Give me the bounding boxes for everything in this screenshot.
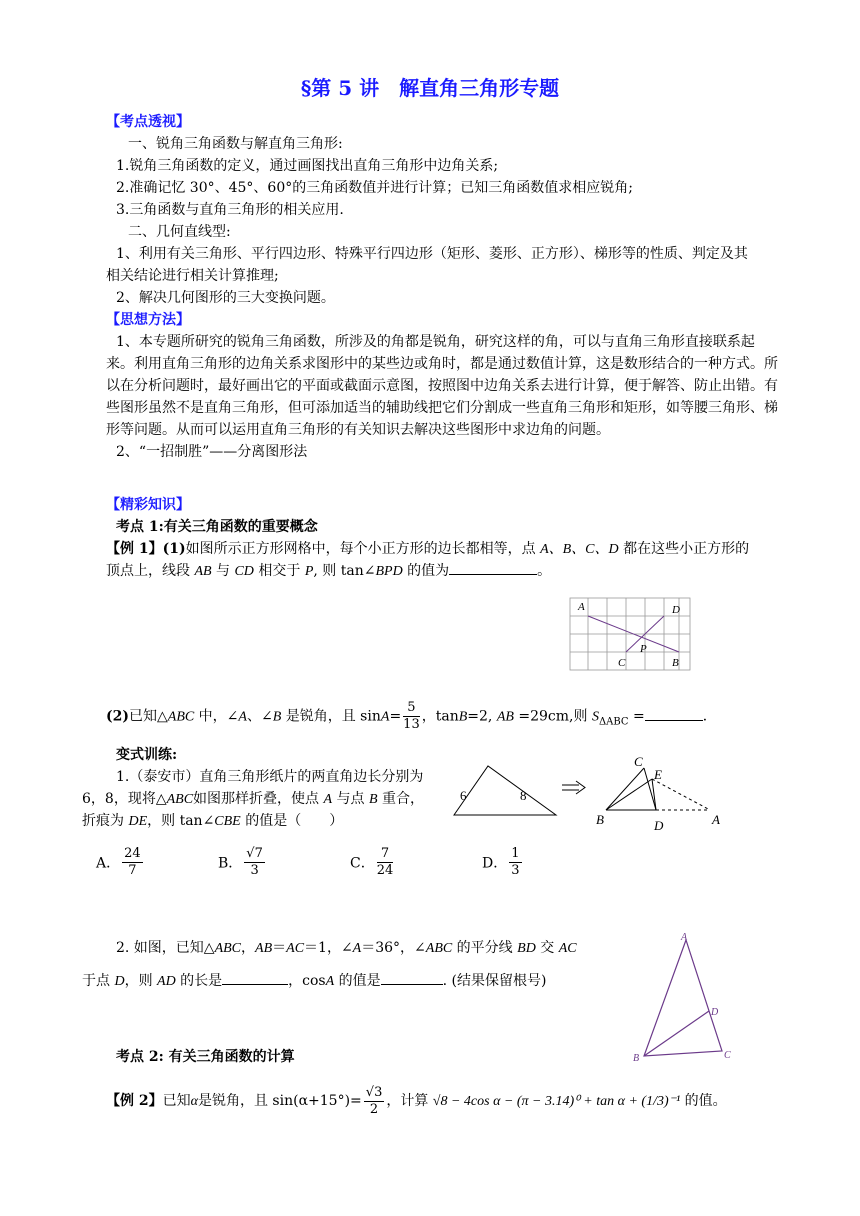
label-B: B	[596, 812, 604, 827]
isoceles-triangle-figure	[630, 930, 740, 1064]
kaodian-2-title: 考点 2: 有关三角函数的计算	[116, 1049, 295, 1065]
arrow-icon	[561, 780, 587, 796]
label-C: C	[618, 657, 626, 669]
text-line: 3.三角函数与直角三角形的相关应用.	[116, 202, 344, 218]
answer-blank	[449, 560, 537, 575]
label-B: B	[633, 1053, 640, 1064]
label-8: 8	[520, 788, 527, 803]
answer-blank	[645, 706, 703, 721]
question-2-line1: 2. 如图，已知△ABC，AB＝AC＝1，∠A＝36°，∠ABC 的平分线 BD 交 AC	[116, 940, 577, 956]
example-2: 【例 2】已知α是锐角，且 sin(α+15°)= $\frac{√3}{2}$ ，计算 √8 − 4cos α − (π − 3.14)⁰ + tan α + (1/3)⁻¹ 的值。	[106, 1084, 727, 1117]
text-line: 些图形虽然不是直角三角形，但可添加适当的辅助线把它们分割成一些直角三角形和矩形，如等腰三角形、梯	[106, 400, 778, 416]
question-1-line3: 折痕为 DE，则 tan∠CBE 的值是（ ）	[82, 813, 344, 829]
text-line: 2、解决几何图形的三大变换问题。	[116, 290, 335, 306]
label-E: E	[654, 767, 662, 782]
section-header-kaodian: 【考点透视】	[106, 114, 190, 130]
label-A: A	[681, 932, 688, 943]
question-1-line2: 6，8，现将△ABC如图那样折叠，使点 A 与点 B 重合，	[82, 791, 424, 807]
text-line: 以在分析问题时，最好画出它的平面或截面示意图，按照图中边角关系去进行计算，便于解答、防止出错。有	[106, 378, 778, 394]
question-2-line2: 于点 D，则 AD 的长是 ，cosA 的值是 . (结果保留根号)	[82, 970, 546, 993]
text-line: 来。利用直角三角形的边角关系求图形中的某些边或角时，都是通过数值计算，这是数形结合的一种方式。所	[106, 356, 778, 372]
example-1-line2: 顶点上，线段 AB 与 CD 相交于 P, 则 tan∠BPD 的值为 。	[106, 560, 551, 583]
answer-blank	[381, 970, 443, 985]
label-D: D	[711, 1007, 719, 1018]
example-1-line1: 【例 1】(1)如图所示正方形网格中，每个小正方形的边长都相等，点 A、B、C、D 都在这些小正方形的	[106, 541, 750, 557]
example-1-part2: (2)已知△ABC 中，∠A、∠B 是锐角，且 sinA= $\frac{5}{13}$ ，tanB=2, AB =29cm,则 $S_{\Delta ABC}$ = ．	[106, 700, 717, 732]
question-1-line1: 1.（泰安市）直角三角形纸片的两直角边长分别为	[116, 769, 424, 785]
label-A: A	[712, 812, 720, 827]
folded-triangle-figure	[592, 754, 732, 836]
fraction-5-13: $\frac{5}{13}$	[403, 700, 420, 732]
text-line: 相关结论进行相关计算推理;	[106, 268, 279, 284]
label-P: P	[640, 643, 647, 655]
text-line: 2、“一招制胜”——分离图形法	[116, 444, 308, 460]
text-line: 一、锐角三角函数与解直角三角形:	[128, 136, 343, 152]
text-line: 1、本专题所研究的锐角三角函数，所涉及的角都是锐角，研究这样的角，可以与直角三角形直接联系起	[116, 334, 755, 350]
label-6: 6	[460, 788, 467, 803]
triangle-figure	[448, 760, 560, 820]
option-b: B． $\frac{√7}{3}$	[218, 846, 263, 878]
fraction-sqrt3-2: $\frac{√3}{2}$	[365, 1084, 383, 1117]
text-line: 1、利用有关三角形、平行四边形、特殊平行四边形（矩形、菱形、正方形）、梯形等的性质、判定及其	[116, 246, 748, 262]
option-a: A． $\frac{24}{7}$	[96, 846, 141, 878]
option-d: D． $\frac{1}{3}$	[482, 846, 520, 878]
label-C: C	[634, 754, 643, 769]
text-line: 1.锐角三角函数的定义，通过画图找出直角三角形中边角关系;	[116, 158, 499, 174]
option-c: C． $\frac{7}{24}$	[350, 846, 394, 878]
section-header-sixiang: 【思想方法】	[106, 312, 190, 328]
label-D: D	[672, 604, 680, 616]
label-B: B	[672, 657, 679, 669]
answer-blank	[222, 970, 288, 985]
expression: √8 − 4cos α − (π − 3.14)⁰ + tan α + (1/3)⁻¹	[432, 1094, 681, 1109]
text-line: 2.准确记忆 30°、45°、60°的三角函数值并进行计算；已知三角函数值求相应锐角;	[116, 180, 633, 196]
text-line: 二、几何直线型:	[128, 224, 231, 240]
label-C: C	[724, 1050, 731, 1061]
section-header-jingcai: 【精彩知识】	[106, 497, 190, 513]
training-title: 变式训练:	[116, 747, 178, 763]
kaodian-1-title: 考点 1:有关三角函数的重要概念	[116, 519, 318, 535]
label-D: D	[654, 818, 664, 833]
page-title: §第 5 讲 解直角三角形专题	[300, 76, 560, 100]
text-line: 形等问题。从而可以运用直角三角形的有关知识去解决这些图形中求边角的问题。	[106, 422, 610, 438]
label-A: A	[578, 601, 585, 613]
grid-figure	[566, 594, 694, 676]
